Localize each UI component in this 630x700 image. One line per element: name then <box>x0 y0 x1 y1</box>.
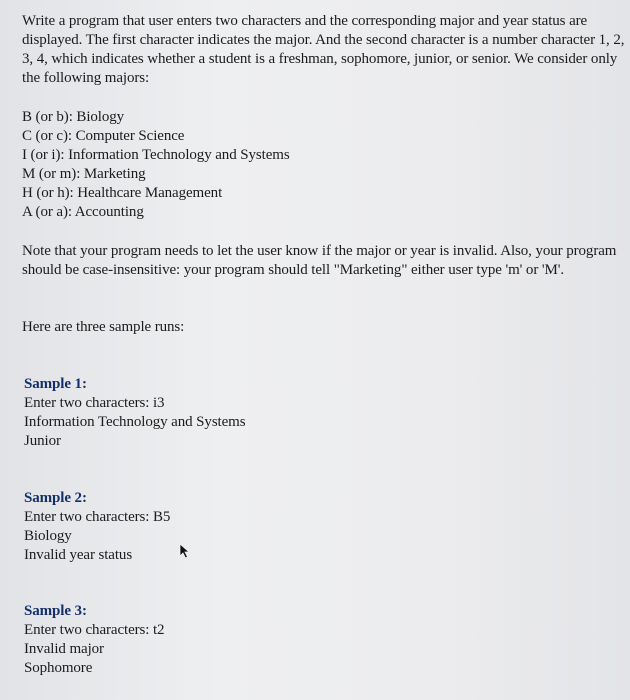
major-item-computer-science: C (or c): Computer Science <box>22 128 185 144</box>
sample-title: Sample 2: <box>24 490 87 506</box>
sample-title: Sample 3: <box>24 603 87 619</box>
sample-runs-heading: Here are three sample runs: <box>22 319 185 335</box>
sample-line: Junior <box>24 433 61 449</box>
major-item-biology: B (or b): Biology <box>22 109 125 125</box>
sample-title: Sample 1: <box>24 376 87 392</box>
intro-paragraph: Write a program that user enters two characters and the corresponding major and year status are displayed. The first character indicates the major. And the second character is a number character 1, 2, 3, 4, which indicates whether a student is a freshman, sophomore, junior, or senior. We consider only the following majors: <box>22 13 625 86</box>
sample-line: Invalid year status <box>24 547 133 563</box>
sample-line: Information Technology and Systems <box>24 414 246 430</box>
sample-line: Invalid major <box>24 641 104 657</box>
sample-line: Sophomore <box>24 660 93 676</box>
sample-line: Enter two characters: i3 <box>24 395 165 411</box>
sample-line: Enter two characters: t2 <box>24 622 165 638</box>
sample-line: Biology <box>24 528 72 544</box>
sample-line: Enter two characters: B5 <box>24 509 171 525</box>
note-paragraph: Note that your program needs to let the user know if the major or year is invalid. Also, your program should be case-insensitive: your program should tell "Marketing" either user type 'm' or 'M'. <box>22 243 617 278</box>
major-item-information-technology: I (or i): Information Technology and Systems <box>22 147 290 163</box>
major-item-marketing: M (or m): Marketing <box>22 166 146 182</box>
sample-run-2 <box>24 489 170 565</box>
sample-run-1 <box>24 375 246 451</box>
sample-run-3 <box>24 602 164 678</box>
major-item-healthcare: H (or h): Healthcare Management <box>22 185 223 201</box>
majors-list <box>22 108 290 222</box>
mouse-pointer-icon <box>178 543 192 559</box>
major-item-accounting: A (or a): Accounting <box>22 204 144 220</box>
